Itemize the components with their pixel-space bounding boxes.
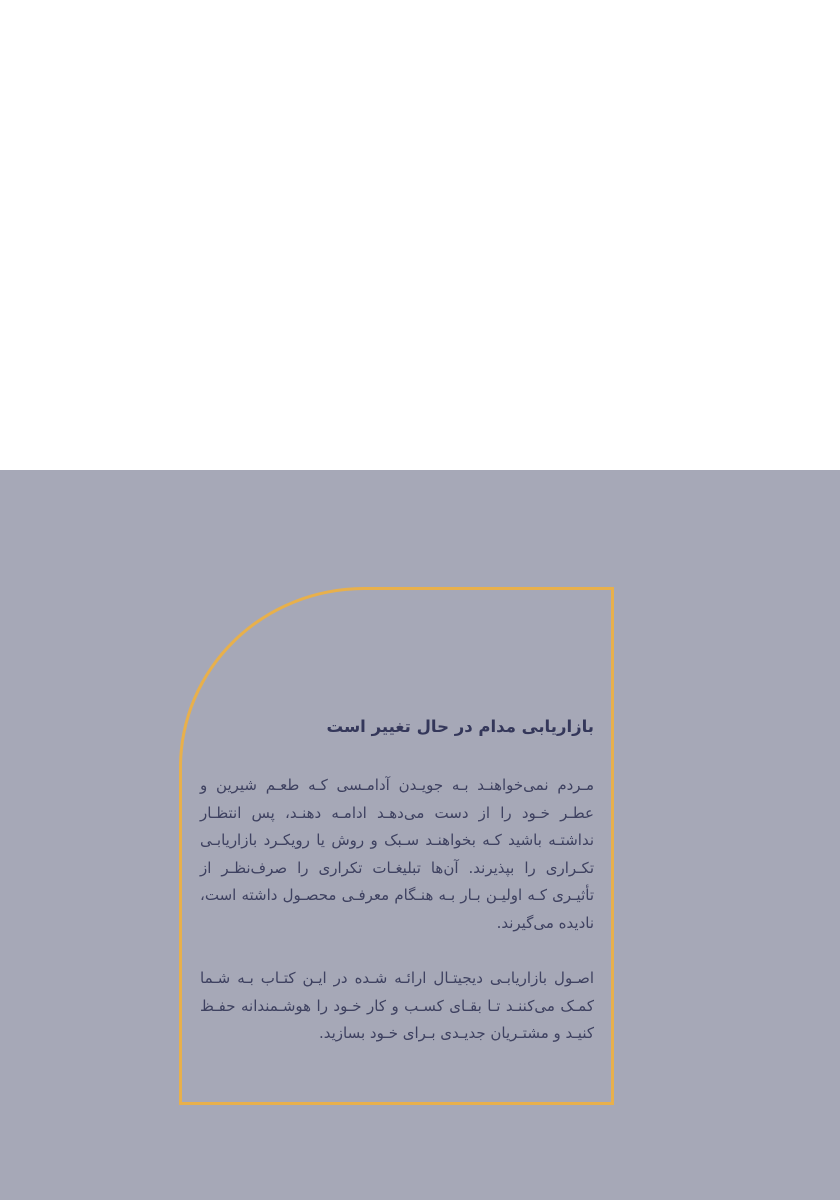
paragraph-2: اصـول بازاریابـی دیجیتـال ارائـه شـده در ایـن کتـاب بـه شـما کمـک می‌کننـد تـا بقـای کسـب و کار خـود را هوشـمندانه حفـظ کنیـد و مشتـریان جدیـدی بـرای خـود بسازید. [200, 969, 594, 1042]
text-block [200, 712, 594, 1048]
section-heading: بازاریابی مدام در حال تغییر است [326, 717, 594, 736]
blank-top-area [0, 0, 840, 470]
paragraph-1: مـردم نمی‌خواهنـد بـه جویـدن آدامـسی کـه طعـم شیرین و عطـر خـود را از دست می‌دهـد ادامـه دهنـد، پس انتظـار نداشتـه باشید کـه بخواهنـد سـبک و روش یا رویکـرد بازاریابـی تکـراری را بپذیرند. آن‌ها تبلیغـات تکراری را صرف‌نظـر از تأثیـری کـه اولیـن بـار بـه هنـگام معرفـی محصـول داشته است، نادیده می‌گیرند. [200, 776, 594, 932]
